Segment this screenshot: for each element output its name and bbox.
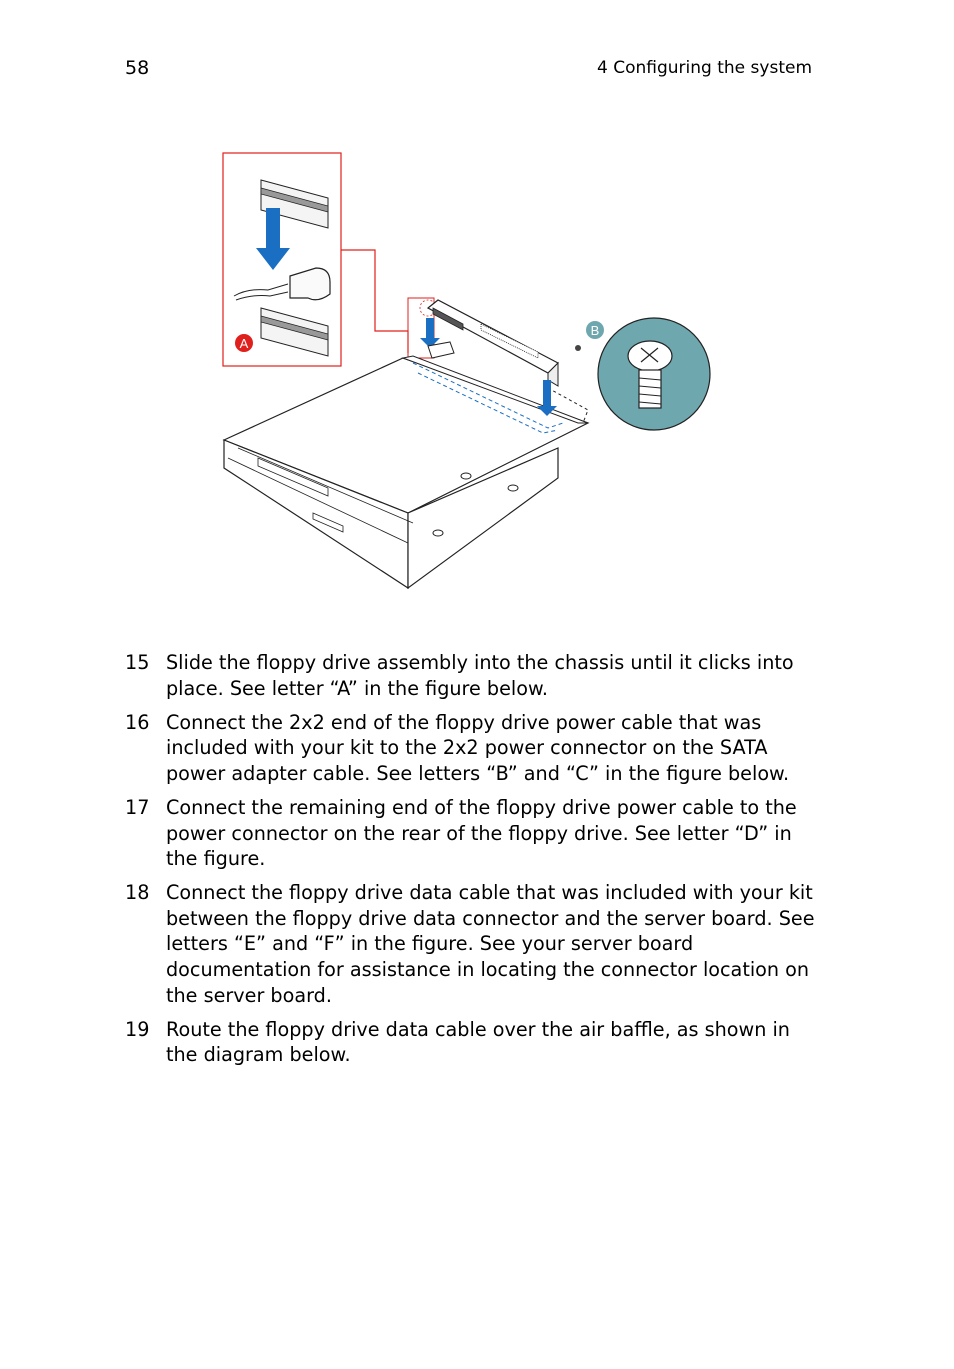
step-text: Connect the 2x2 end of the floppy drive power cable that was included with your kit to the 2x2 power connector on the SATA power adapter cable. See letters “B” and “C” in the figure below. [166,710,790,785]
callout-b-label: B [590,323,600,338]
step-item [125,795,815,872]
step-number: 16 [125,710,150,734]
step-number: 18 [125,881,150,905]
page-number: 58 [125,57,150,79]
callout-a-label: A [239,336,249,351]
instruction-steps [125,650,815,1076]
step-item [125,880,815,1008]
step-number: 17 [125,795,150,819]
step-text: Connect the floppy drive data cable that was included with your kit between the floppy drive data connector and the server board. See letters “E” and “F” in the figure. See your server board documentation for assistance in locating the connector location on the server board. [166,881,815,1007]
step-item [125,1017,815,1068]
step-text: Slide the floppy drive assembly into the chassis until it clicks into place. See letter “A” in the figure below. [166,651,794,700]
step-number: 19 [125,1017,150,1041]
callout-a-detail [223,153,341,366]
step-number: 15 [125,651,150,674]
step-text: Connect the remaining end of the floppy drive power cable to the power connector on the rear of the floppy drive. See letter “D” in the figure. [166,795,797,871]
drive-tray [224,356,588,588]
step-item [125,650,815,701]
callout-b-detail [586,318,710,430]
running-head: 4 Configuring the system [597,58,812,78]
step-text: Route the floppy drive data cable over the air baffle, as shown in the diagram below. [166,1017,790,1067]
floppy-assembly-figure [218,148,718,598]
step-item [125,710,815,787]
